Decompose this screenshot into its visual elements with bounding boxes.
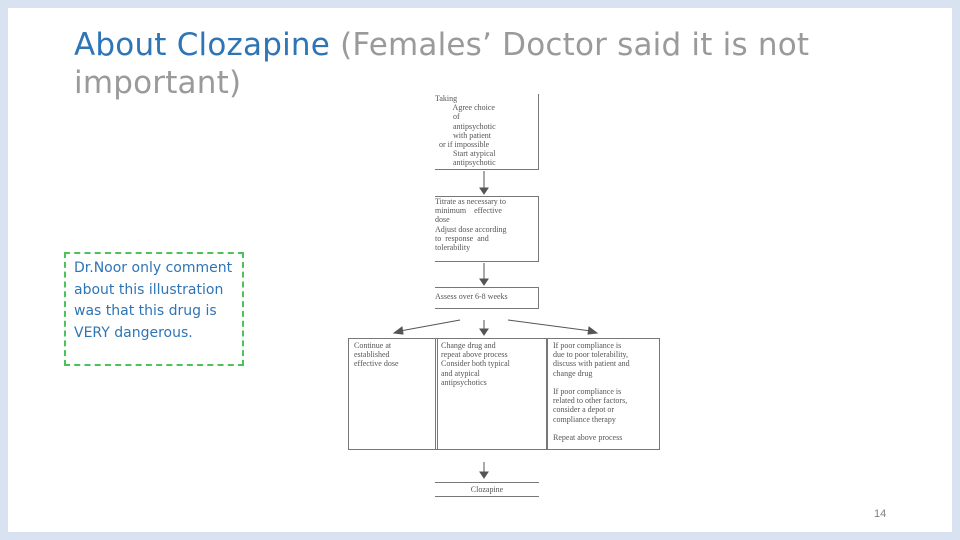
arrowhead-2 [480,279,488,285]
connector-right [508,320,591,331]
flow-step-taking: Taking Agree choice of antipsychotic with patient or if impossible Start atypical antipsychotic [435,94,539,170]
arrowhead-left [394,327,403,334]
flow-step-assess: Assess over 6-8 weeks [435,287,539,309]
title-aside: (Females’ Doctor said it is not important) [74,27,810,101]
page-number: 14 [874,508,887,520]
arrowhead-right [588,327,597,334]
connector-left [400,320,460,331]
flow-final-clozapine: Clozapine [435,482,539,497]
flow-option-continue: Continue at established effective dose [348,338,438,450]
title-main: About Clozapine [74,27,331,63]
flow-step-titrate: Titrate as necessary to minimum effective dose Adjust dose according to response and tolerability [435,196,539,262]
slide [8,8,952,532]
arrowhead-4 [480,472,488,478]
instructor-note: Dr.Noor only comment about this illustration was that this drug is VERY dangerous. [64,252,244,366]
arrowhead-1 [480,188,488,194]
flow-option-change: Change drug and repeat above process Consider both typical and atypical antipsychotics [435,338,547,450]
flow-option-compliance: If poor compliance is due to poor tolerability, discuss with patient and change drug If poor compliance is related to other factors, consider a depot or compliance therapy Repeat above process [547,338,660,450]
arrowhead-3 [480,329,488,335]
